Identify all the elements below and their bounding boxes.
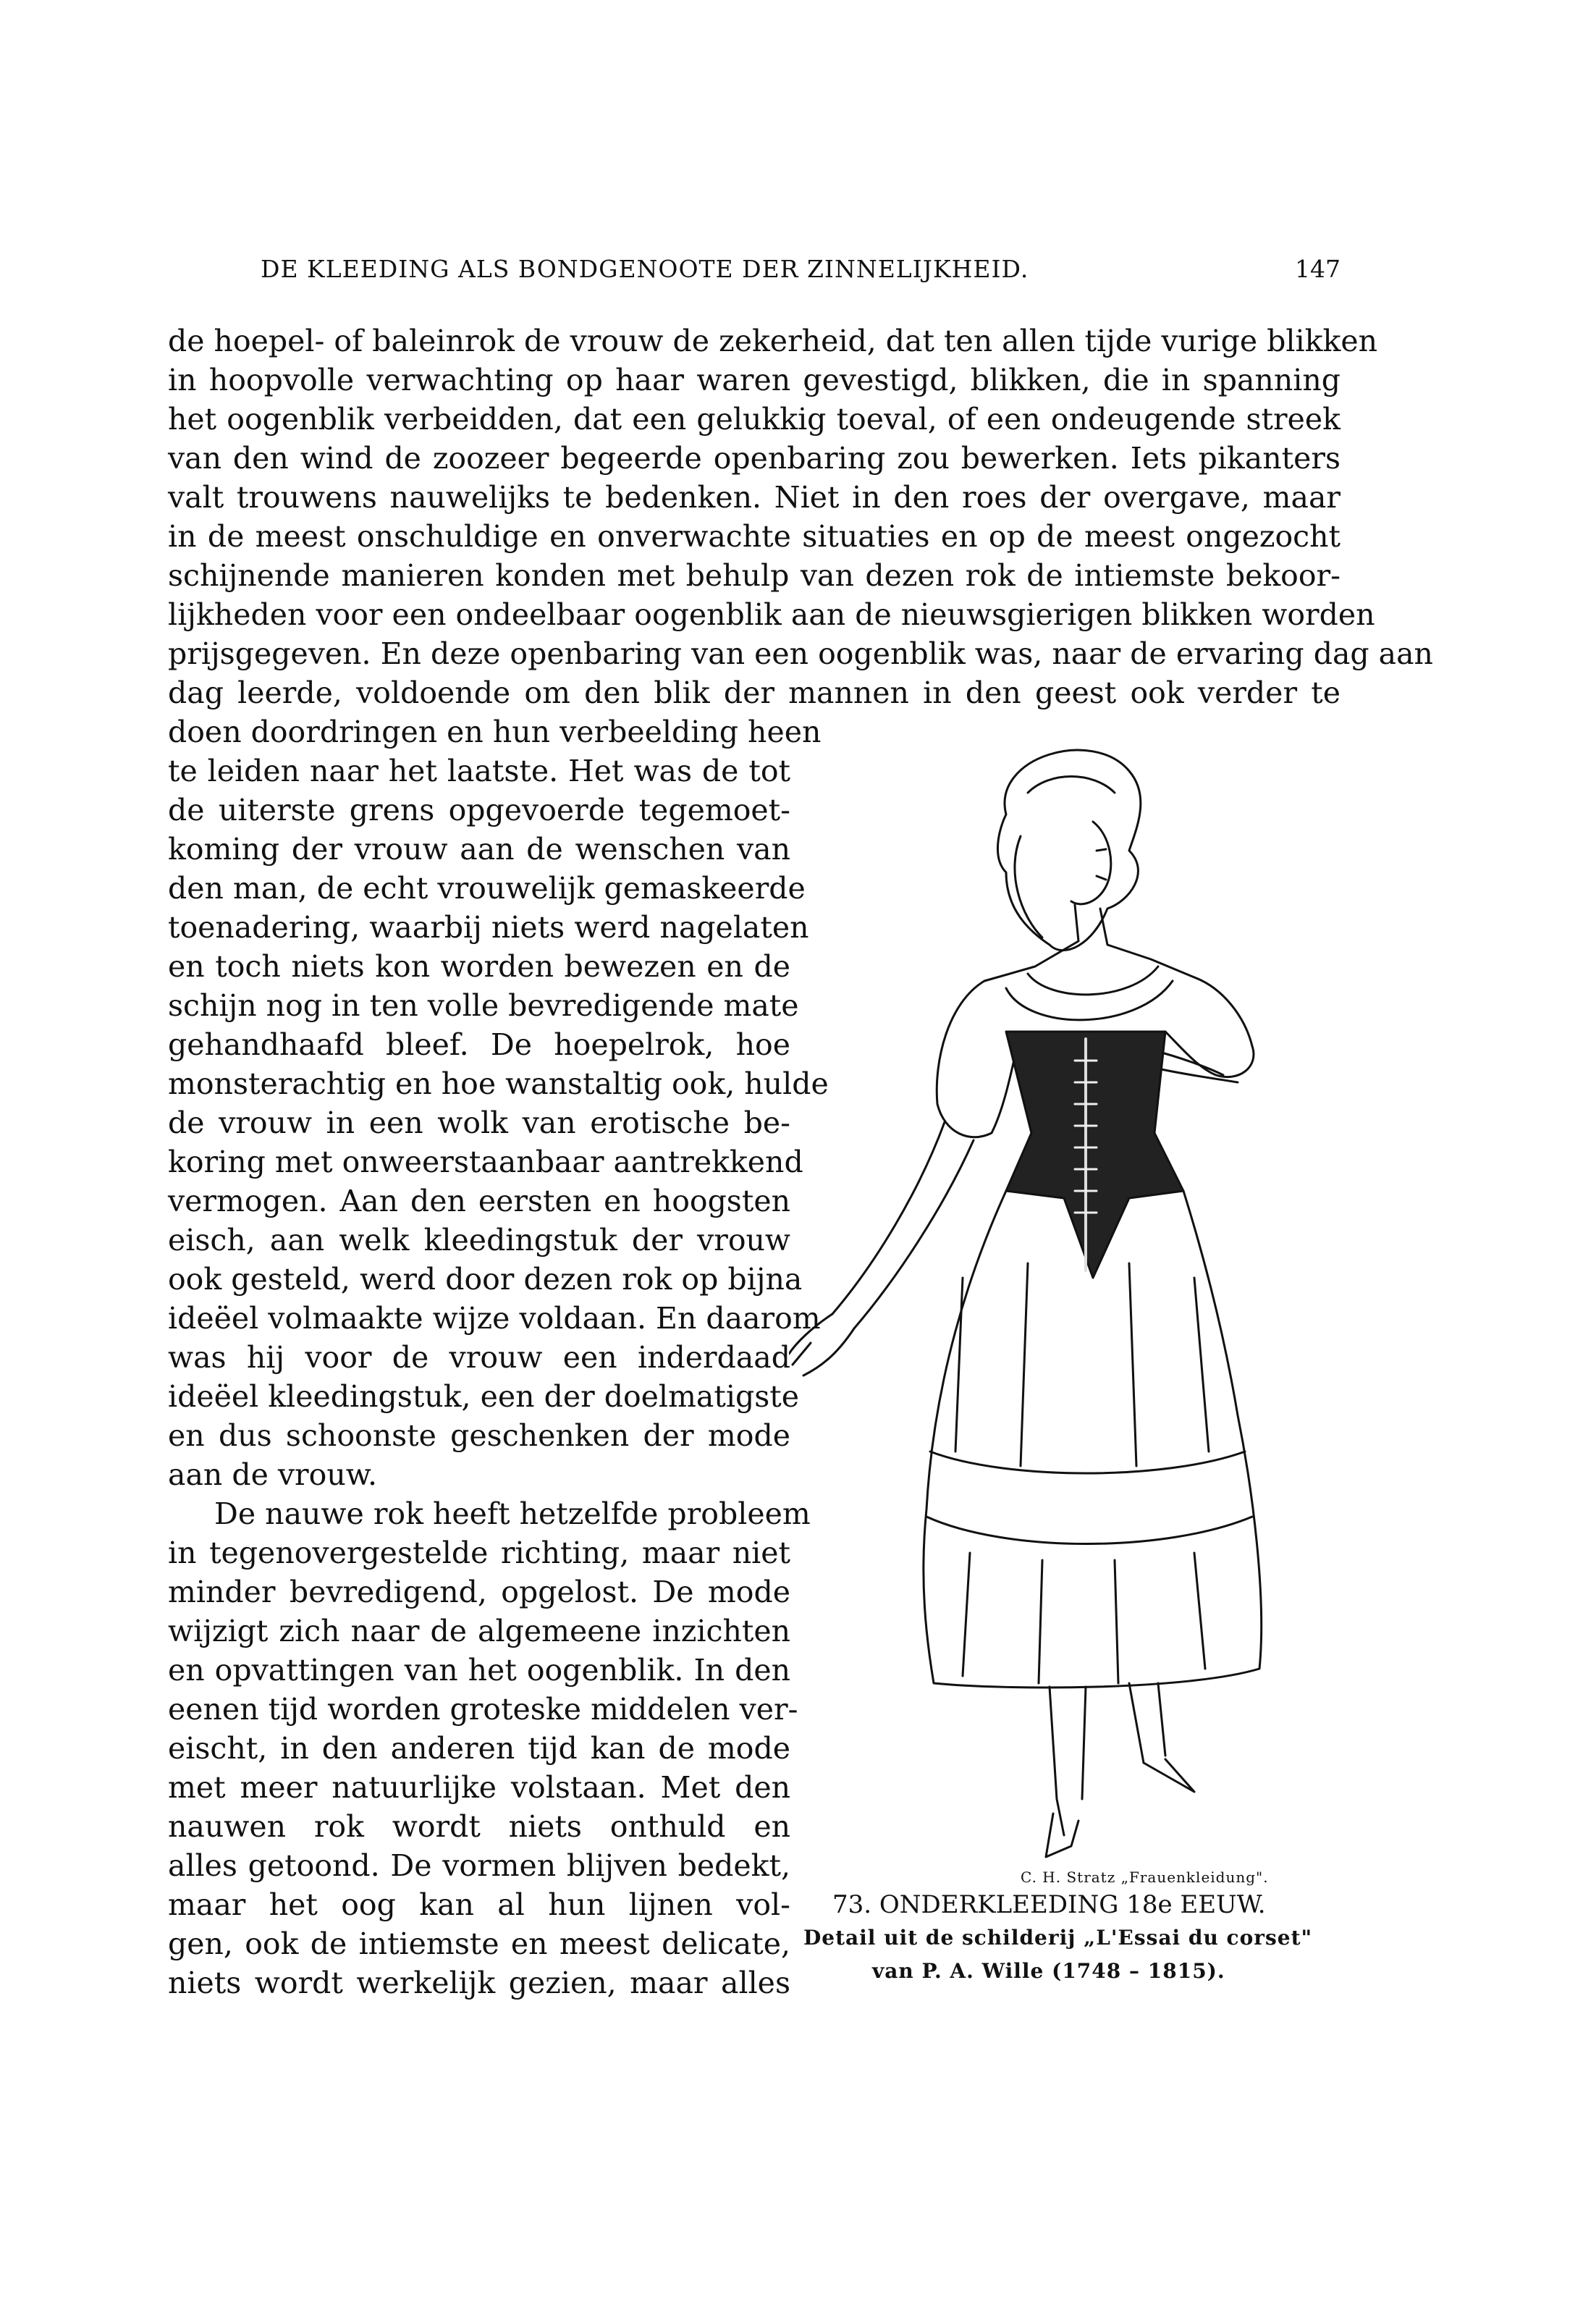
- body-line: dag leerde, voldoende om den blik der mannen in den geest ook verder te: [168, 675, 1340, 710]
- body-line: den man, de echt vrouwelijk gemaskeerde: [168, 871, 806, 906]
- body-line: was hij voor de vrouw een inderdaad: [168, 1340, 790, 1375]
- body-line: gen, ook de intiemste en meest delicate,: [168, 1926, 790, 1961]
- body-line: alles getoond. De vormen blijven bedekt,: [168, 1848, 790, 1883]
- body-line: en opvattingen van het oogenblik. In den: [168, 1653, 790, 1688]
- body-line: schijnende manieren konden met behulp van dezen rok de intiemste bekoor-: [168, 558, 1340, 593]
- body-line: prijsgegeven. En deze openbaring van een oogenblik was, naar de ervaring dag aan: [168, 636, 1433, 671]
- body-line: te leiden naar het laatste. Het was de tot: [168, 754, 790, 788]
- page-number: 147: [1295, 255, 1340, 283]
- body-line: en dus schoonste geschenken der mode: [168, 1418, 790, 1453]
- body-line: gehandhaafd bleef. De hoepelrok, hoe: [168, 1027, 790, 1062]
- body-line: toenadering, waarbij niets werd nagelaten: [168, 910, 809, 945]
- right-sleeve: [1165, 977, 1254, 1077]
- body-line: in hoopvolle verwachting op haar waren gevestigd, blikken, die in spanning: [168, 363, 1340, 397]
- figure-title: 73. ONDERKLEEDING 18e EEUW.: [832, 1890, 1266, 1919]
- left-hand: [789, 1314, 854, 1376]
- running-title: DE KLEEDING ALS BONDGENOOTE DER ZINNELIJKHEID.: [261, 255, 1029, 283]
- left-arm: [832, 1122, 974, 1328]
- body-line: aan de vrouw.: [168, 1457, 377, 1492]
- figure-credit: C. H. Stratz „Frauenkleidung".: [1021, 1869, 1269, 1886]
- corset: [1006, 1032, 1183, 1278]
- body-line: schijn nog in ten volle bevredigende mate: [168, 988, 799, 1023]
- body-line: de uiterste grens opgevoerde tegemoet-: [168, 793, 790, 827]
- body-line: in tegenovergestelde richting, maar niet: [168, 1536, 790, 1570]
- body-line: ideëel kleedingstuk, een der doelmatigste: [168, 1379, 799, 1414]
- body-line: lijkheden voor een ondeelbaar oogenblik aan de nieuwsgierigen blikken worden: [168, 597, 1375, 632]
- left-sleeve: [937, 981, 1021, 1137]
- body-line: monsterachtig en hoe wanstaltig ook, hulde: [168, 1066, 829, 1101]
- corset-illustration: [789, 728, 1354, 1868]
- body-line: het oogenblik verbeidden, dat een gelukkig toeval, of een ondeugende streek: [168, 402, 1340, 437]
- body-line: doen doordringen en hun verbeelding heen: [168, 715, 822, 749]
- body-line: ideëel volmaakte wijze voldaan. En daarom: [168, 1301, 821, 1336]
- body-line: eisch, aan welk kleedingstuk der vrouw: [168, 1223, 790, 1258]
- body-line: koring met onweerstaanbaar aantrekkend: [168, 1145, 803, 1179]
- body-line: niets wordt werkelijk gezien, maar alles: [168, 1966, 790, 2000]
- body-line: eischt, in den anderen tijd kan de mode: [168, 1731, 790, 1766]
- body-line: maar het oog kan al hun lijnen vol-: [168, 1887, 790, 1922]
- body-line: de vrouw in een wolk van erotische be-: [168, 1105, 790, 1140]
- body-line: en toch niets kon worden bewezen en de: [168, 949, 790, 984]
- body-line: ook gesteld, werd door dezen rok op bijna: [168, 1262, 803, 1297]
- body-line: wijzigt zich naar de algemeene inzichten: [168, 1614, 790, 1648]
- legs: [1050, 1683, 1165, 1835]
- body-line: valt trouwens nauwelijks te bedenken. Niet in den roes der overgave, maar: [168, 480, 1340, 515]
- body-line: eenen tijd worden groteske middelen ver-: [168, 1692, 798, 1727]
- body-line: vermogen. Aan den eersten en hoogsten: [168, 1184, 790, 1218]
- body-line: nauwen rok wordt niets onthuld en: [168, 1809, 790, 1844]
- body-line: van den wind de zoozeer begeerde openbaring zou bewerken. Iets pikanters: [168, 441, 1340, 476]
- body-line: minder bevredigend, opgelost. De mode: [168, 1575, 790, 1609]
- face: [1071, 822, 1111, 904]
- shoes: [1046, 1759, 1194, 1857]
- hair: [997, 750, 1140, 951]
- body-line: De nauwe rok heeft hetzelfde probleem: [214, 1496, 811, 1531]
- body-line: de hoepel- of baleinrok de vrouw de zekerheid, dat ten allen tijde vurige blikken: [168, 324, 1378, 358]
- page-header: [159, 255, 1340, 291]
- body-line: met meer natuurlijke volstaan. Met den: [168, 1770, 790, 1805]
- body-line: in de meest onschuldige en onverwachte situaties en op de meest ongezocht: [168, 519, 1340, 554]
- body-line: koming der vrouw aan de wenschen van: [168, 832, 790, 867]
- figure-caption-line: Detail uit de schilderij „L'Essai du corset": [803, 1926, 1313, 1950]
- figure-caption-line: van P. A. Wille (1748 – 1815).: [872, 1959, 1225, 1983]
